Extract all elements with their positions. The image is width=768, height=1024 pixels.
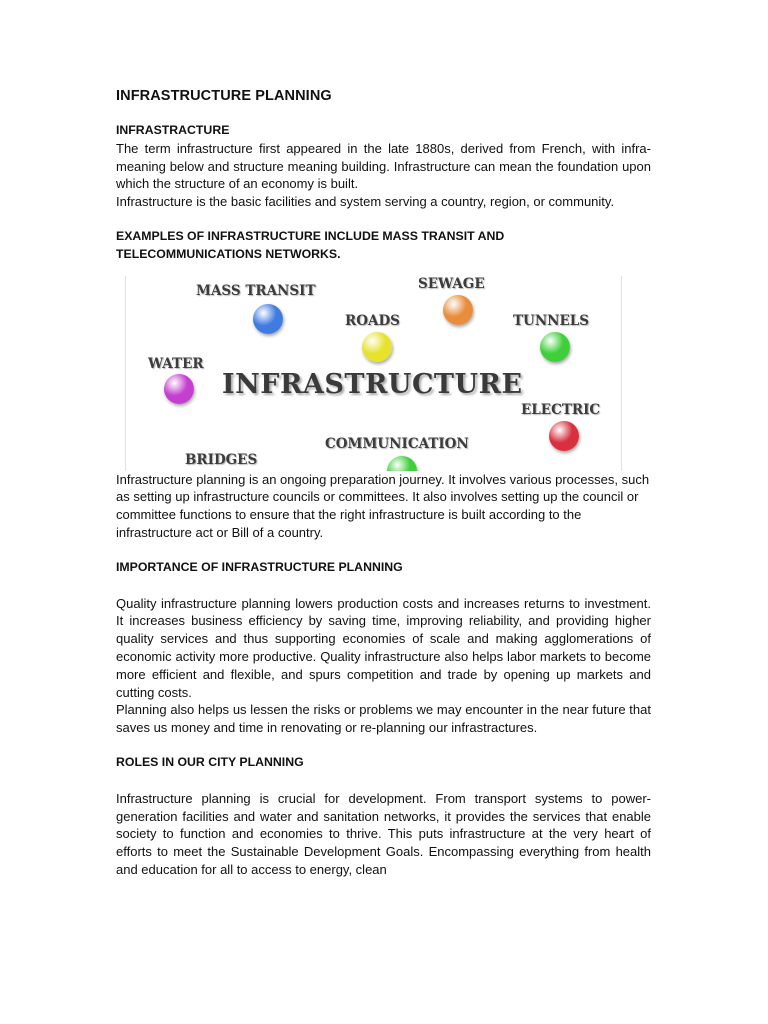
roles-heading: ROLES IN OUR CITY PLANNING xyxy=(116,754,304,769)
definition-paragraph: The term infrastructure first appeared in the late 1880s, derived from French, with infra- meaning below and structure meaning building. Infrastructure can mean the foundation upon which the structure of an economy is built. xyxy=(116,140,651,192)
communication-ball xyxy=(387,456,417,471)
examples-heading: EXAMPLES OF INFRASTRUCTURE INCLUDE MASS TRANSIT AND TELECOMMUNICATIONS NETWORKS. xyxy=(116,228,505,261)
figure-label-bridges: BRIDGES xyxy=(185,451,258,468)
risk-paragraph: Planning also helps us lessen the risks or problems we may encounter in the near future that saves us money and time in renovating or re-planning our infrastractures. xyxy=(116,702,651,736)
infrastructure-figure xyxy=(125,276,622,471)
roads-ball xyxy=(362,332,392,362)
figure-label-water: WATER xyxy=(148,355,204,372)
roles-paragraph: Infrastructure planning is crucial for development. From transport systems to power-generation facilities and water and sanitation networks, it provides the services that enable society to function and economies to thrive. This puts infrastructure at the very heart of efforts to meet the Sustainable Development Goals. Encompassing everything from health and education for all to access to energy, clean xyxy=(116,790,651,877)
importance-heading: IMPORTANCE OF INFRASTRUCTURE PLANNING xyxy=(116,559,403,574)
sewage-ball xyxy=(443,295,473,325)
figure-label-tunnels: TUNNELS xyxy=(513,312,590,329)
figure-label-sewage: SEWAGE xyxy=(418,275,485,292)
importance-paragraph: Quality infrastructure planning lowers production costs and increases returns to investment. It increases business efficiency by saving time, improving reliability, and providing higher quality services and thus supporting economies of scale and making agglomerations of economic activity more productive. Quality infrastructure also helps labor markets to become more efficient and flexible, and spurs competition and trade by opening up markets and cutting costs. xyxy=(116,595,651,700)
section-heading-infrastracture: INFRASTRACTURE xyxy=(116,123,230,137)
figure-label-electric: ELECTRIC xyxy=(521,401,601,418)
page-title: INFRASTRUCTURE PLANNING xyxy=(116,88,332,104)
figure-label-communication: COMMUNICATION xyxy=(325,435,469,452)
mass-transit-ball xyxy=(253,304,283,334)
planning-journey-paragraph: Infrastructure planning is an ongoing preparation journey. It involves various processes, such as setting up infrastructure councils or committees. It also involves setting up the council or committee functions to ensure that the right infrastructure is built according to the infrastructure act or Bill of a country. xyxy=(116,471,650,540)
document-content xyxy=(116,88,651,879)
basic-facilities-paragraph: Infrastructure is the basic facilities and system serving a country, region, or community. xyxy=(116,194,615,210)
electric-ball xyxy=(549,421,579,451)
figure-label-mass-transit: MASS TRANSIT xyxy=(196,282,316,299)
figure-center-label: INFRASTRUCTURE xyxy=(222,368,523,400)
tunnels-ball xyxy=(540,332,570,362)
figure-label-roads: ROADS xyxy=(345,312,400,329)
water-ball xyxy=(164,374,194,404)
